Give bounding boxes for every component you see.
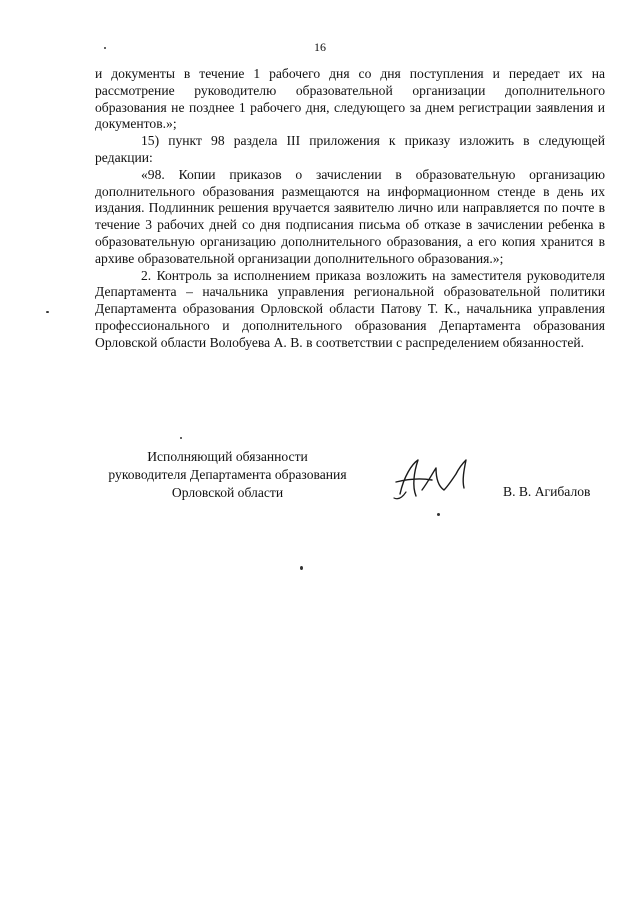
scan-speck xyxy=(437,513,440,516)
scan-speck xyxy=(180,437,182,439)
scan-speck xyxy=(104,47,106,49)
signature-position xyxy=(90,448,365,502)
scan-speck xyxy=(46,311,49,313)
signer-name: В. В. Агибалов xyxy=(503,484,591,499)
paragraph-control: 2. Контроль за исполнением приказа возложить на заместителя руководителя Департамента – начальника управления региональной образовательной политики Департамента образования Орловской области Патову Т. К., начальника управления профессионального и дополнительного образования Департамента образования Орловской области Волобуева А. В. в соответствии с распределением обязанностей. xyxy=(95,267,605,350)
paragraph-continuation: и документы в течение 1 рабочего дня со дня поступления и передает их на рассмотрение руководителю образовательной организации дополнительного образования не позднее 1 рабочего дня, следующего за днем регистрации заявления и документов.»; xyxy=(95,66,605,132)
handwritten-signature xyxy=(382,446,482,506)
position-line-2: руководителя Департамента образования xyxy=(108,467,347,482)
document-body xyxy=(95,66,605,352)
position-line-1: Исполняющий обязанности xyxy=(147,449,308,464)
position-line-3: Орловской области xyxy=(171,485,284,500)
paragraph-item-15: 15) пункт 98 раздела III приложения к приказу изложить в следующей редакции: xyxy=(95,133,605,165)
scan-speck xyxy=(300,566,303,570)
paragraph-quoted-98: «98. Копии приказов о зачислении в образовательную организацию дополнительного образования размещаются на информационном стенде в день их издания. Подлинник решения вручается заявителю лично или направляется по почте в течение 3 рабочих дней со дня подписания письма об отказе в зачислении ребенка в образовательную организацию дополнительного образования, а его копия хранится в архиве образовательной организации дополнительного образования.»; xyxy=(95,166,605,266)
page-number: 16 xyxy=(314,40,326,54)
